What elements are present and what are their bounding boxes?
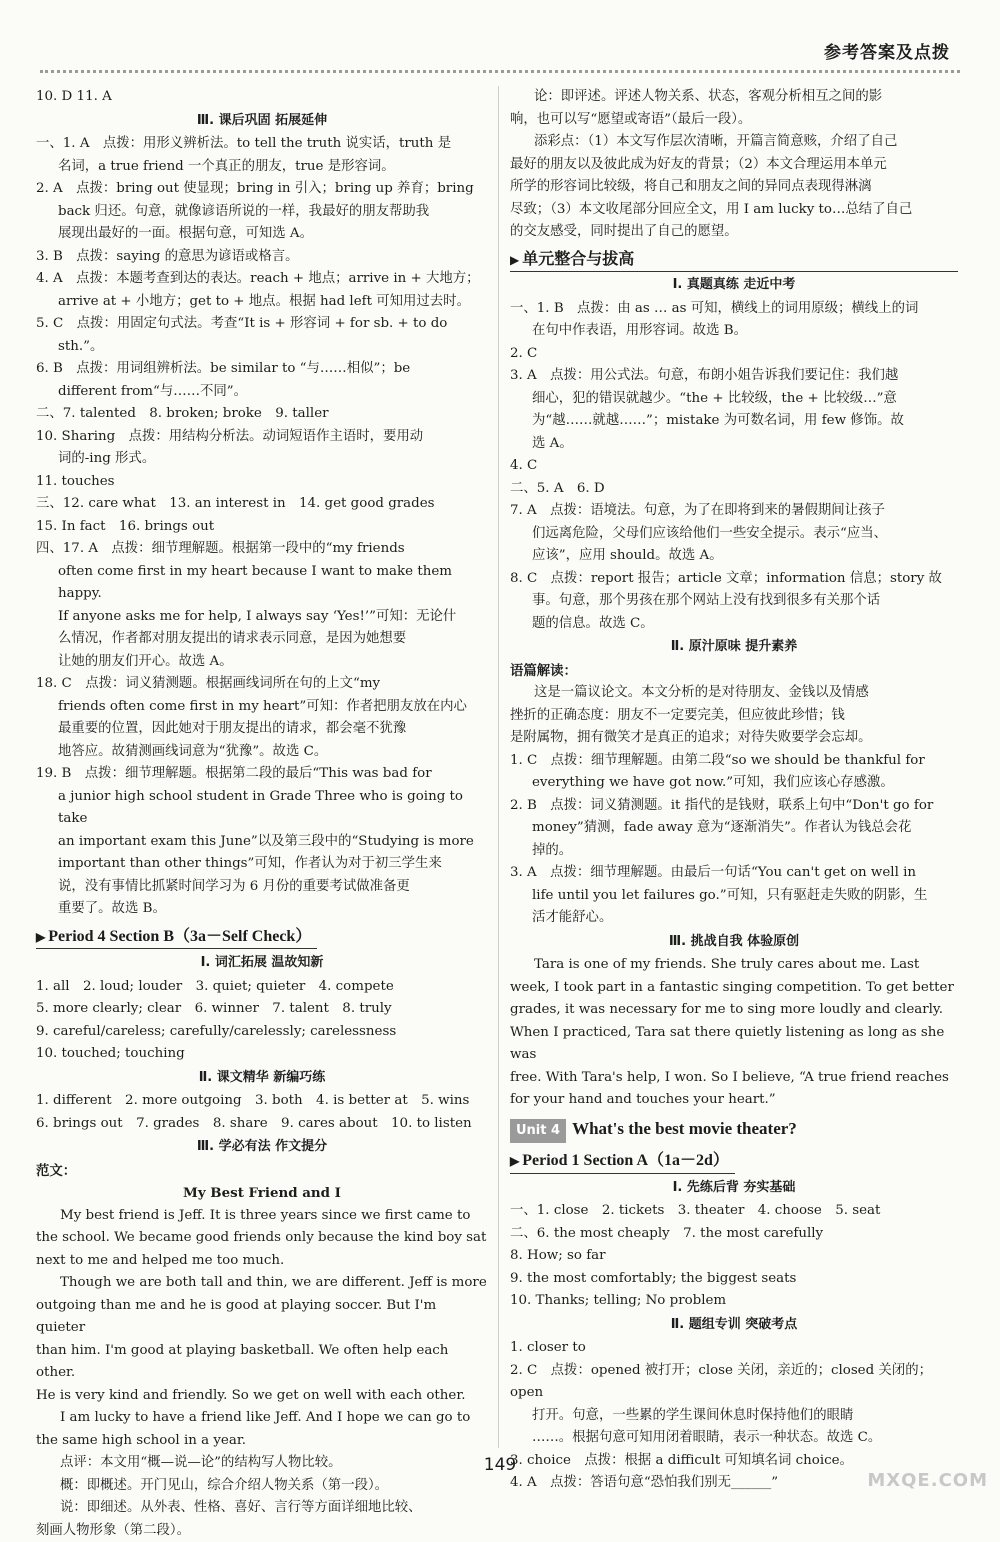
answer-line: 2. C — [510, 343, 958, 366]
answer-line: 6. B 点拨：用词组辨析法。be similar to “与……相似”；be — [36, 358, 488, 381]
paragraph-line: My best friend is Jeff. It is three years since we first came to — [36, 1205, 488, 1228]
essay-title: My Best Friend and I — [36, 1182, 488, 1205]
period-heading — [510, 1150, 735, 1174]
triangle-marker-icon: ▶ — [510, 253, 519, 267]
answer-line: 细心，犯的错误就越少。“the + 比较级，the + 比较级…”意 — [510, 388, 958, 411]
answer-line: often come first in my heart because I want to make them happy. — [36, 561, 488, 606]
answer-line: 最重要的位置，因此她对于朋友提出的请求，都会毫不犹豫 — [36, 718, 488, 741]
answer-line: next to me and helped me too much. — [36, 1250, 488, 1273]
paragraph-line: 说：即细述。从外表、性格、喜好、言行等方面详细地比较、 — [36, 1497, 488, 1520]
unit-title: What's the best movie theater? — [572, 1119, 797, 1138]
paragraph-line: 概：即概述。开门见山，综合介绍人物关系（第一段）。 — [36, 1475, 488, 1498]
answer-line: friends often come first in my heart”可知：作者把朋友放在内心 — [36, 696, 488, 719]
answer-line: money”猜测，fade away 意为“逐渐消失”。作者认为钱总会花 — [510, 817, 958, 840]
answer-line: 在句中作表语，用形容词。故选 B。 — [510, 320, 958, 343]
answer-line: 1. all 2. loud; louder 3. quiet; quieter 4. compete — [36, 976, 488, 999]
answer-line: 10. Thanks; telling; No problem — [510, 1290, 958, 1313]
answer-line: 1. different 2. more outgoing 3. both 4. is better at 5. wins — [36, 1090, 488, 1113]
answer-line: 7. A 点拨：语境法。句意，为了在即将到来的暑假期间让孩子 — [510, 500, 958, 523]
answer-line: 4. A 点拨：本题考查到达的表达。reach + 地点；arrive in + 大地方； — [36, 268, 488, 291]
answer-line: 所学的形容词比较级，将自己和朋友之间的异同点表现得淋漓 — [510, 176, 958, 199]
answer-line: 9. careful/careless; carefully/carelessly; carelessness — [36, 1021, 488, 1044]
answer-line: 4. C — [510, 455, 958, 478]
unit-badge: Unit 4 — [510, 1119, 566, 1144]
answer-line: outgoing than me and he is good at playing soccer. But I'm quieter — [36, 1295, 488, 1340]
triangle-marker-icon: ▶ — [510, 1154, 519, 1168]
paragraph-line: 添彩点：（1）本文写作层次清晰，开篇言简意赅，介绍了自己 — [510, 131, 958, 154]
answer-line: 一、1. B 点拨：由 as … as 可知，横线上的词用原级；横线上的词 — [510, 298, 958, 321]
subsection-heading: Ⅰ. 先练后背 夯实基础 — [510, 1177, 958, 1200]
page-header — [40, 30, 960, 70]
answer-line: 8. C 点拨：report 报告；article 文章；information 信息；story 故 — [510, 568, 958, 591]
label-line: 范文： — [36, 1160, 488, 1183]
answer-line: for your hand and touches your heart.” — [510, 1089, 958, 1112]
paragraph-line: Tara is one of my friends. She truly cares about me. Last — [510, 954, 958, 977]
answer-line: different from“与……不同”。 — [36, 381, 488, 404]
answer-line: everything we have got now.”可知，我们应该心存感激。 — [510, 772, 958, 795]
answer-line: than him. I'm good at playing basketball. We often help each other. — [36, 1340, 488, 1385]
answer-line: 3. choice 点拨：根据 a difficult 可知填名词 choice。 — [510, 1450, 958, 1473]
answer-line: 18. C 点拨：词义猜测题。根据画线词所在句的上文“my — [36, 673, 488, 696]
paragraph-line: 这是一篇议论文。本文分析的是对待朋友、金钱以及情感 — [510, 682, 958, 705]
answer-line: 展现出最好的一面。根据句意，可知选 A。 — [36, 223, 488, 246]
answer-line: free. With Tara's help, I won. So I believe, “A true friend reaches — [510, 1067, 958, 1090]
period-row — [36, 921, 488, 952]
answer-line: sth.”。 — [36, 336, 488, 359]
answer-line: 2. C 点拨：opened 被打开；close 关闭，亲近的；closed 关闭的；open — [510, 1360, 958, 1405]
answer-line: week, I took part in a fantastic singing competition. To get better — [510, 977, 958, 1000]
answer-line: 尽致；（3）本文收尾部分回应全文，用 I am lucky to…总结了自己 — [510, 199, 958, 222]
label-line: 语篇解读： — [510, 660, 958, 683]
answer-line: 3. B 点拨：saying 的意思为谚语或格言。 — [36, 246, 488, 269]
answer-line: 最好的朋友以及彼此成为好友的背景；（2）本文合理运用本单元 — [510, 154, 958, 177]
answer-line: back 归还。句意，就像谚语所说的一样，我最好的朋友帮助我 — [36, 201, 488, 224]
site-watermark: MXQE.COM — [867, 1470, 988, 1491]
answer-line: 5. more clearly; clear 6. winner 7. talent 8. truly — [36, 998, 488, 1021]
answer-line: 选 A。 — [510, 433, 958, 456]
page-number: 149 — [0, 1455, 1000, 1475]
answer-line: 1. closer to — [510, 1337, 958, 1360]
left-column — [36, 86, 488, 1542]
answer-line: 地答应。故猜测画线词意为“犹豫”。故选 C。 — [36, 741, 488, 764]
answer-line: 10. D 11. A — [36, 86, 488, 109]
answer-line: 15. In fact 16. brings out — [36, 516, 488, 539]
answer-line: 重要了。故选 B。 — [36, 898, 488, 921]
answer-line: 四、17. A 点拨：细节理解题。根据第一段中的“my friends — [36, 538, 488, 561]
subsection-heading: Ⅱ. 课文精华 新编巧练 — [36, 1067, 488, 1090]
answer-line: 题的信息。故选 C。 — [510, 613, 958, 636]
answer-line: 6. brings out 7. grades 8. share 9. cares about 10. to listen — [36, 1113, 488, 1136]
answer-line: 的交友感受，同时提出了自己的愿望。 — [510, 221, 958, 244]
answer-line: 二、6. the most cheaply 7. the most carefully — [510, 1223, 958, 1246]
answer-line: 二、5. A 6. D — [510, 478, 958, 501]
paragraph-line: I am lucky to have a friend like Jeff. And I hope we can go to — [36, 1407, 488, 1430]
answer-line: 是附属物，拥有微笑才是真正的追求；对待失败要学会忘却。 — [510, 727, 958, 750]
answer-line: 应该”，应用 should。故选 A。 — [510, 545, 958, 568]
answer-line: 11. touches — [36, 471, 488, 494]
answer-line: 2. B 点拨：词义猜测题。it 指代的是钱财，联系上句中“Don't go for — [510, 795, 958, 818]
answer-line: a junior high school student in Grade Three who is going to take — [36, 786, 488, 831]
section-heading — [510, 248, 958, 273]
triangle-marker-icon: ▶ — [36, 930, 45, 944]
answer-line: 么情况，作者都对朋友提出的请求表示同意，是因为她想要 — [36, 628, 488, 651]
answer-line: 词的-ing 形式。 — [36, 448, 488, 471]
answer-line: 事。句意，那个男孩在那个网站上没有找到很多有关那个话 — [510, 590, 958, 613]
answer-line: the same high school in a year. — [36, 1430, 488, 1453]
paragraph-line: 点评：本文用“概—说—论”的结构写人物比较。 — [36, 1452, 488, 1475]
header-divider — [40, 70, 960, 73]
answer-line: grades, it was necessary for me to sing more loudly and clearly. — [510, 999, 958, 1022]
answer-line: 9. the most comfortably; the biggest seats — [510, 1268, 958, 1291]
subsection-heading: Ⅲ. 挑战自我 体验原创 — [510, 931, 958, 954]
answer-line: 一、1. A 点拨：用形义辨析法。to tell the truth 说实话，truth 是 — [36, 133, 488, 156]
answer-line: 3. A 点拨：用公式法。句意，布朗小姐告诉我们要记住：我们越 — [510, 365, 958, 388]
section-title: 单元整合与拔高 — [522, 249, 634, 268]
answer-line: 5. C 点拨：用固定句式法。考查“It is + 形容词 + for sb. + to do — [36, 313, 488, 336]
answer-line: 三、12. care what 13. an interest in 14. get good grades — [36, 493, 488, 516]
subsection-heading: Ⅲ. 课后巩固 拓展延伸 — [36, 110, 488, 133]
column-divider — [498, 86, 499, 1448]
answer-line: 为“越……就越……”；mistake 为可数名词，用 few 修饰。故 — [510, 410, 958, 433]
answer-line: 2. A 点拨：bring out 使显现；bring in 引入；bring up 养育；bring — [36, 178, 488, 201]
answer-line: 10. touched; touching — [36, 1043, 488, 1066]
subsection-heading: Ⅲ. 学必有法 作文提分 — [36, 1136, 488, 1159]
answer-line: He is very kind and friendly. So we get on well with each other. — [36, 1385, 488, 1408]
subsection-heading: Ⅰ. 词汇拓展 温故知新 — [36, 952, 488, 975]
answer-line: arrive at + 小地方；get to + 地点。根据 had left 可知用过去时。 — [36, 291, 488, 314]
period-title: Period 1 Section A（1a－2d） — [522, 1152, 729, 1169]
answer-line: important than other things”可知，作者认为对于初三学生来 — [36, 853, 488, 876]
subsection-heading: Ⅱ. 题组专训 突破考点 — [510, 1314, 958, 1337]
answer-line: ……。根据句意可知用闭着眼睛，表示一种状态。故选 C。 — [510, 1427, 958, 1450]
answer-line: 8. How; so far — [510, 1245, 958, 1268]
paragraph-line: 论：即评述。评述人物关系、状态，客观分析相互之间的影 — [510, 86, 958, 109]
right-column — [510, 86, 958, 1495]
period-heading — [36, 926, 317, 950]
subsection-heading: Ⅱ. 原汁原味 提升素养 — [510, 636, 958, 659]
answer-line: 说，没有事情比抓紧时间学习为 6 月份的重要考试做准备更 — [36, 876, 488, 899]
answer-line: 10. Sharing 点拨：用结构分析法。动词短语作主语时，要用动 — [36, 426, 488, 449]
paragraph-line: Though we are both tall and thin, we are different. Jeff is more — [36, 1272, 488, 1295]
answer-line: 活才能舒心。 — [510, 907, 958, 930]
answer-line: 响，也可以写“愿望或寄语”（最后一段）。 — [510, 109, 958, 132]
answer-line: When I practiced, Tara sat there quietly listening as long as she was — [510, 1022, 958, 1067]
answer-line: 掉的。 — [510, 840, 958, 863]
answer-line: 打开。句意，一些累的学生课间休息时保持他们的眼睛 — [510, 1405, 958, 1428]
answer-line: 1. C 点拨：细节理解题。由第二段“so we should be thankful for — [510, 750, 958, 773]
period-row — [510, 1145, 958, 1176]
answer-line: 19. B 点拨：细节理解题。根据第二段的最后“This was bad for — [36, 763, 488, 786]
answer-line: 4. A 点拨：答语句意“恐怕我们别无______” — [510, 1472, 958, 1495]
answer-line: 名词，a true friend 一个真正的朋友，true 是形容词。 — [36, 156, 488, 179]
answer-line: 3. A 点拨：细节理解题。由最后一句话“You can't get on well in — [510, 862, 958, 885]
answer-line: If anyone asks me for help, I always say ‘Yes!’”可知：无论什 — [36, 606, 488, 629]
answer-line: an important exam this June”以及第三段中的“Studying is more — [36, 831, 488, 854]
subsection-heading: Ⅰ. 真题真练 走近中考 — [510, 274, 958, 297]
answer-line: life until you let failures go.”可知，只有驱赶走失败的阴影，生 — [510, 885, 958, 908]
unit-heading — [510, 1118, 958, 1144]
answer-line: 让她的朋友们开心。故选 A。 — [36, 651, 488, 674]
header-title: 参考答案及点拨 — [824, 38, 950, 63]
answer-line: 一、1. close 2. tickets 3. theater 4. choose 5. seat — [510, 1200, 958, 1223]
answer-line: the school. We became good friends only because the kind boy sat — [36, 1227, 488, 1250]
answer-line: 刻画人物形象（第二段）。 — [36, 1520, 488, 1542]
answer-line: 挫折的正确态度：朋友不一定要完美，但应彼此珍惜；钱 — [510, 705, 958, 728]
answer-line: 们远离危险，父母们应该给他们一些安全提示。表示“应当、 — [510, 523, 958, 546]
period-title: Period 4 Section B（3a－Self Check） — [48, 928, 311, 945]
answer-line: 二、7. talented 8. broken; broke 9. taller — [36, 403, 488, 426]
